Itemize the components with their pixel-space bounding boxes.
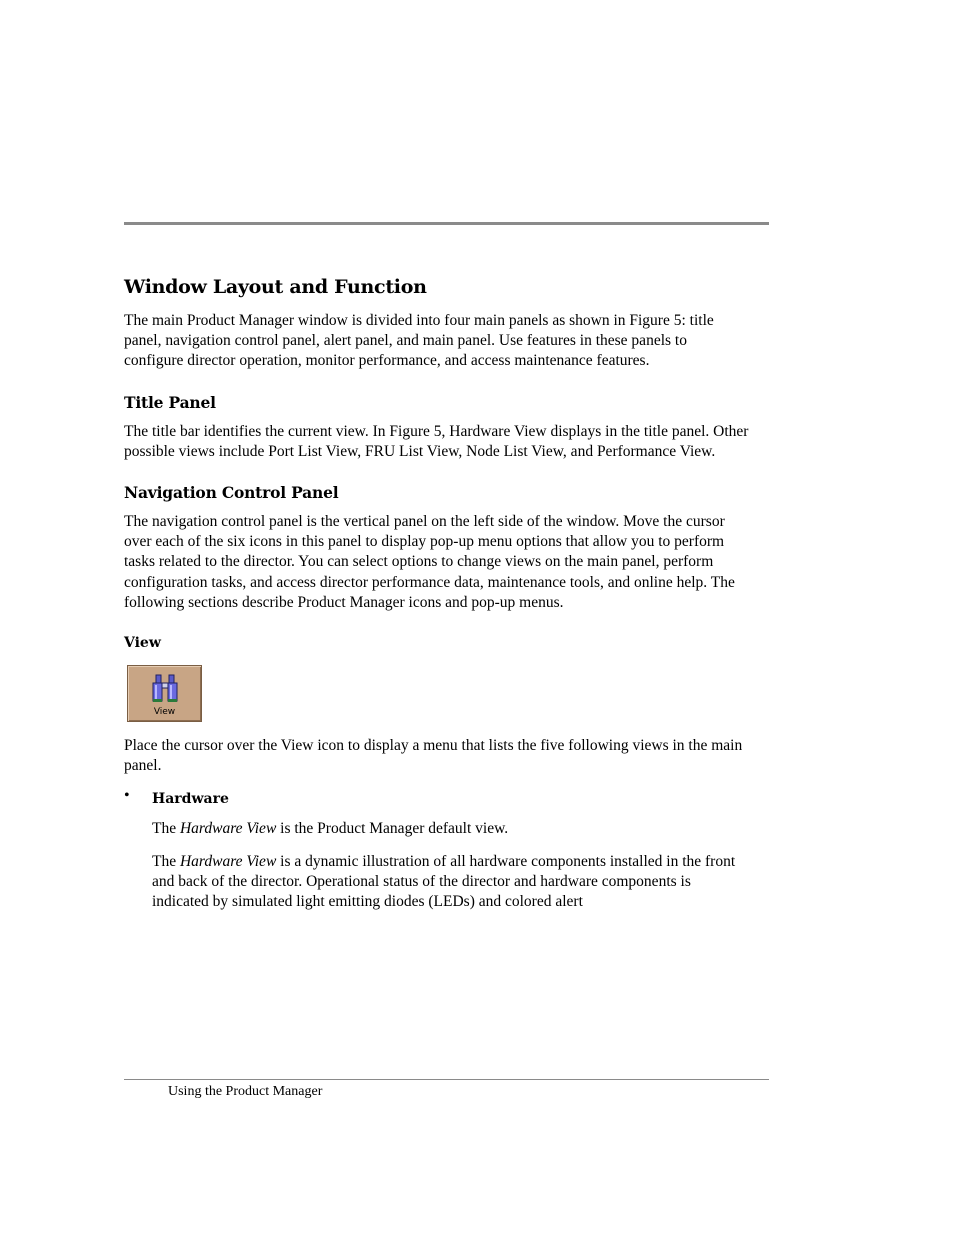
page-content [124,274,749,924]
intro-paragraph: The main Product Manager window is divided into four main panels as shown in Figure 5: title panel, navigation control panel, alert panel, and main panel. Use features in these panels to configure director operation, monitor performance, and access maintenance features. [124,312,714,370]
footer-rule [124,1079,769,1080]
italic-term: Hardware View [179,852,277,870]
italic-term: Hardware View [179,820,277,838]
hardware-paragraph-2 [124,852,749,913]
view-paragraph: Place the cursor over the View icon to display a menu that lists the five following views in the main panel. [124,737,743,775]
text-run: is a dynamic illustration of all hardware components installed in the front and back of the director. Operational status of the director and hardware components is indicated by simulated light emitting diodes (LEDs) and colored alert [152,852,736,911]
list-item-hardware [124,788,749,809]
hardware-paragraph-1 [124,819,749,839]
nav-panel-heading: Navigation Control Panel [124,483,339,503]
text-run: The [152,852,180,870]
view-heading: View [124,635,161,652]
view-icon-button [127,665,202,722]
section-heading: Window Layout and Function [124,276,427,298]
view-icon-label: View [153,707,176,718]
title-panel-heading: Title Panel [124,392,216,412]
page-footer: Using the Product Manager [168,1084,323,1099]
hardware-title: Hardware [152,791,229,808]
header-rule [124,222,769,225]
text-run: is the Product Manager default view. [276,820,509,838]
bullet-marker: • [124,787,130,805]
binoculars-icon [151,673,179,705]
nav-panel-paragraph: The navigation control panel is the vertical panel on the left side of the window. Move the cursor over each of the six icons in this panel to display pop-up menu options that allow you to perform tasks related to the director. You can select options to change views on the main panel, perform configuration tasks, and access director performance data, maintenance tools, and online help. The following sections describe Product Manager icons and pop-up menus. [124,513,735,611]
text-run: The [152,820,180,838]
title-panel-paragraph: The title bar identifies the current view. In Figure 5, Hardware View displays in the title panel. Other possible views include Port List View, FRU List View, Node List View, and Performance View. [124,422,749,460]
